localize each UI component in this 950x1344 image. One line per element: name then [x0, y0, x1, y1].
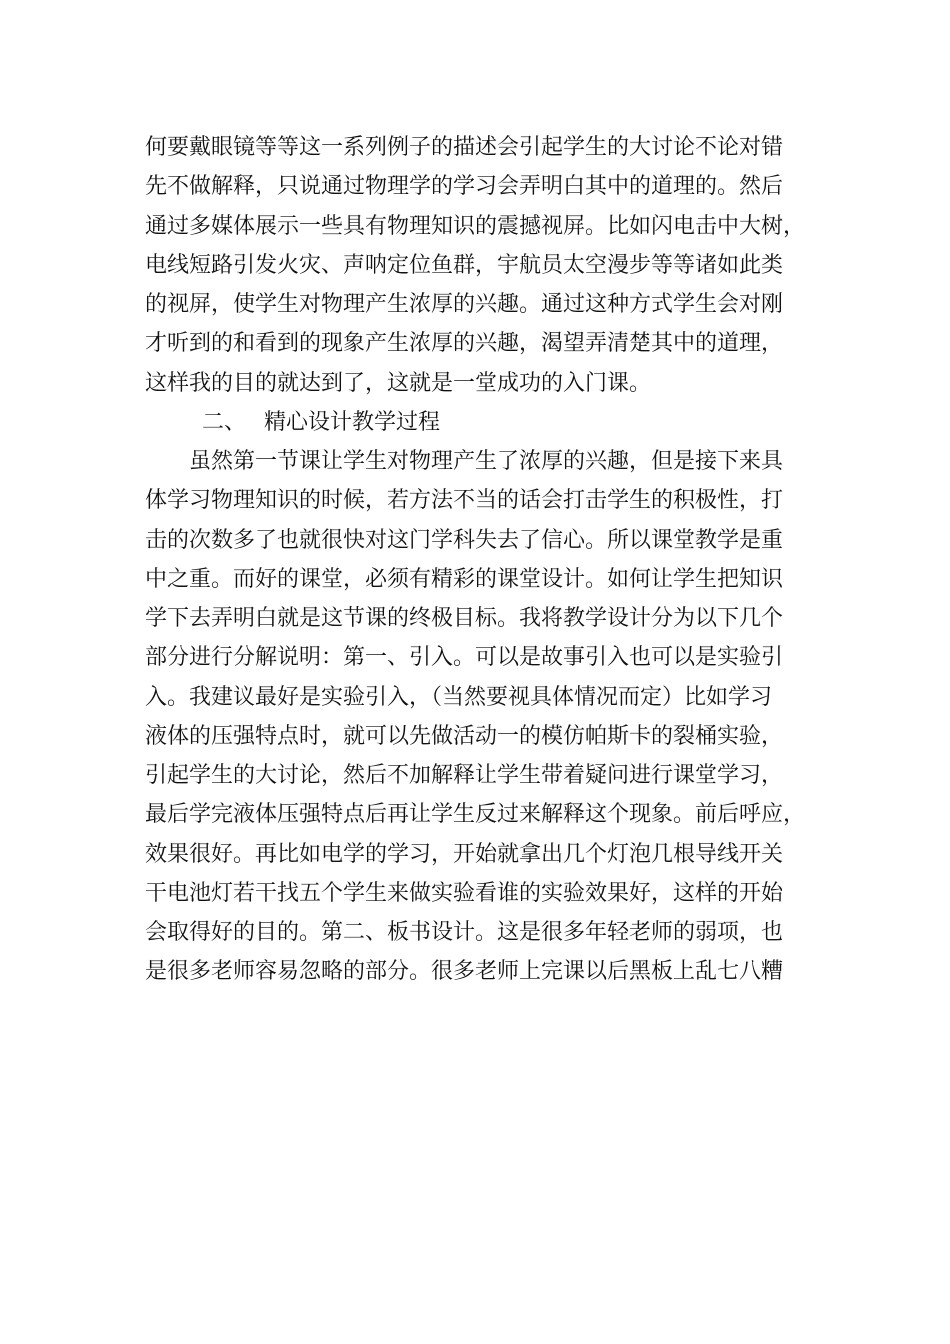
- document-body: [145, 128, 805, 992]
- text-line: 效果很好。再比如电学的学习，开始就拿出几个灯泡几根导线开关: [145, 841, 784, 867]
- text-line: 是很多老师容易忽略的部分。很多老师上完课以后黑板上乱七八糟: [145, 959, 784, 985]
- text-line: 击的次数多了也就很快对这门学科失去了信心。所以课堂教学是重: [145, 527, 784, 553]
- text-line: 才听到的和看到的现象产生浓厚的兴趣，渴望弄清楚其中的道理，: [145, 331, 784, 357]
- text-line: 中之重。而好的课堂，必须有精彩的课堂设计。如何让学生把知识: [145, 566, 784, 592]
- section-heading: [145, 403, 805, 442]
- text-line: 通过多媒体展示一些具有物理知识的震撼视屏。比如闪电击中大树，: [145, 213, 806, 239]
- section-title: 精心设计教学过程: [264, 409, 441, 435]
- text-line: 部分进行分解说明：第一、引入。可以是故事引入也可以是实验引: [145, 645, 784, 671]
- text-line: 体学习物理知识的时候，若方法不当的话会打击学生的积极性，打: [145, 488, 784, 514]
- text-line: 最后学完液体压强特点后再让学生反过来解释这个现象。前后呼应，: [145, 802, 806, 828]
- text-line: 会取得好的目的。第二、板书设计。这是很多年轻老师的弱项，也: [145, 920, 784, 945]
- text-line: 先不做解释，只说通过物理学的学习会弄明白其中的道理的。然后: [145, 174, 784, 200]
- text-line: 入。我建议最好是实验引入，（当然要视具体情况而定）比如学习: [145, 684, 773, 710]
- text-line: 虽然第一节课让学生对物理产生了浓厚的兴趣，但是接下来具: [189, 449, 784, 474]
- text-line: 电线短路引发火灾、声呐定位鱼群，宇航员太空漫步等等诸如此类: [145, 252, 784, 278]
- text-line: 何要戴眼镜等等这一系列例子的描述会引起学生的大讨论不论对错: [145, 135, 784, 160]
- section-number: 二、: [202, 409, 247, 435]
- text-line: 这样我的目的就达到了，这就是一堂成功的入门课。: [145, 370, 652, 396]
- text-line: 引起学生的大讨论，然后不加解释让学生带着疑问进行课堂学习，: [145, 763, 784, 788]
- text-line: 学下去弄明白就是这节课的终极目标。我将教学设计分为以下几个: [145, 606, 784, 631]
- text-line: 液体的压强特点时，就可以先做活动一的模仿帕斯卡的裂桶实验，: [145, 723, 784, 749]
- text-line: 干电池灯若干找五个学生来做实验看谁的实验效果好，这样的开始: [145, 880, 784, 906]
- text-line: 的视屏，使学生对物理产生浓厚的兴趣。通过这种方式学生会对刚: [145, 292, 784, 317]
